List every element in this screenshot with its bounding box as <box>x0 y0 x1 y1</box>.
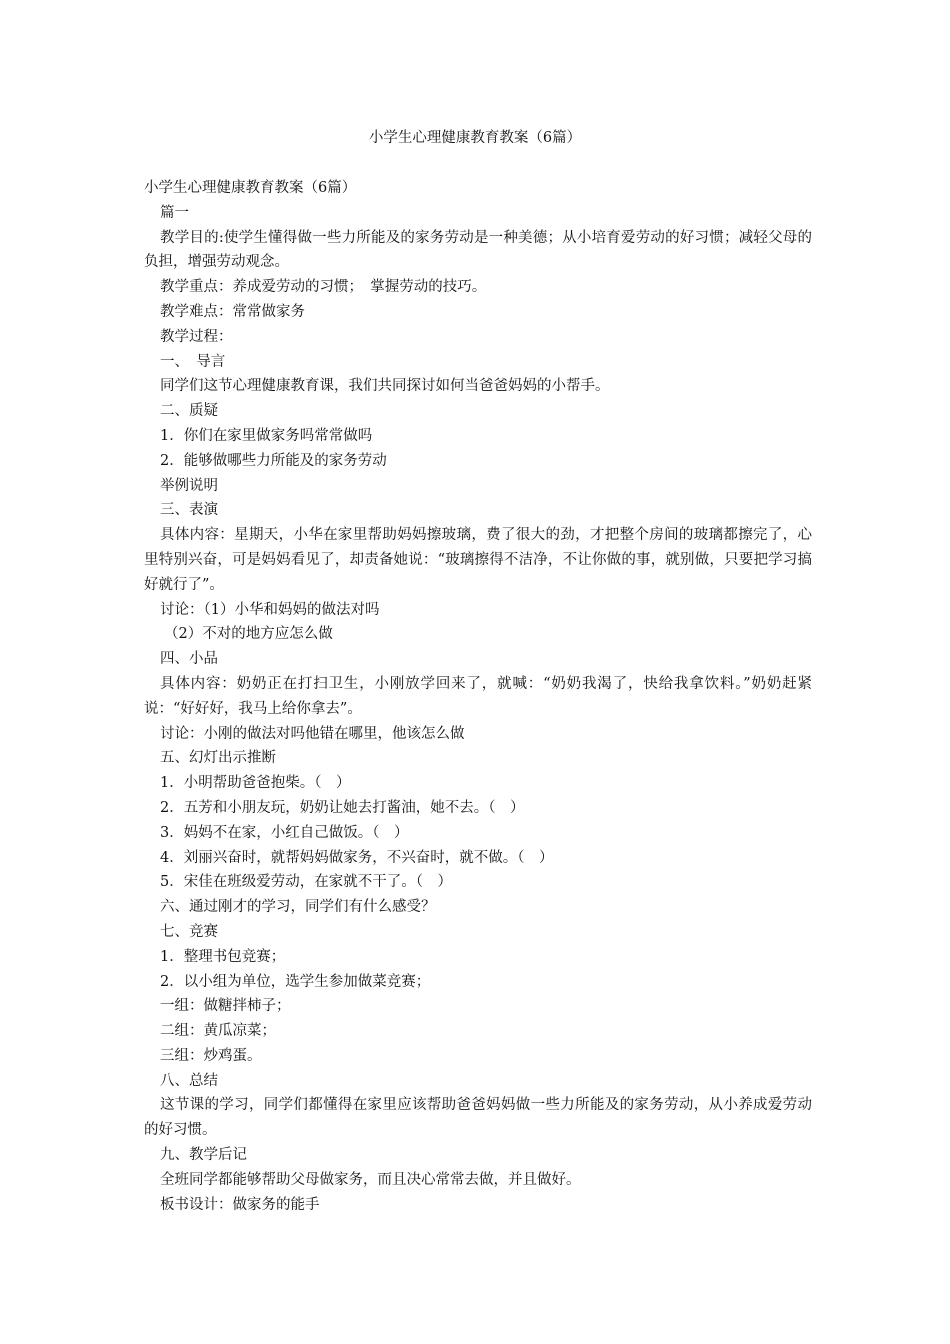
contest-item: 1．整理书包竞赛； <box>160 948 286 965</box>
section-performance-title: 三、表演 <box>160 502 218 519</box>
teaching-difficulty: 教学难点：常常做家务 <box>160 303 305 320</box>
contest-item: 二组：黄瓜凉菜； <box>160 1023 276 1040</box>
section-contest-title: 七、竞赛 <box>160 923 218 940</box>
performance-discussion: 讨论：（1）小华和妈妈的做法对吗 <box>160 601 380 618</box>
section-label: 篇一 <box>160 204 189 221</box>
teaching-key-points: 教学重点：养成爱劳动的习惯； 掌握劳动的技巧。 <box>160 279 487 296</box>
contest-item: 三组：炒鸡蛋。 <box>160 1047 262 1064</box>
sketch-content: 具体内容：奶奶正在打扫卫生，小刚放学回来了，就喊：“奶奶我渴了，快给我拿饮料。”奶奶赶紧说：“好好好，我马上给你拿去”。 <box>144 675 812 717</box>
judgement-item: 5．宋佳在班级爱劳动，在家就不干了。（ ） <box>160 874 452 891</box>
question-note: 举例说明 <box>160 477 218 494</box>
question-item: 2．能够做哪些力所能及的家务劳动 <box>160 452 387 469</box>
judgement-item: 2．五芳和小朋友玩，奶奶让她去打酱油，她不去。（ ） <box>160 799 525 816</box>
judgement-item: 3．妈妈不在家，小红自己做饭。（ ） <box>160 824 409 841</box>
contest-item: 一组：做糖拌柿子； <box>160 998 291 1015</box>
board-design: 板书设计：做家务的能手 <box>160 1196 320 1213</box>
judgement-item: 1．小明帮助爸爸抱柴。（ ） <box>160 775 351 792</box>
section-summary-title: 八、总结 <box>160 1072 218 1089</box>
lesson-heading: 小学生心理健康教育教案（6篇） <box>144 180 357 196</box>
section-intro-text: 同学们这节心理健康教育课，我们共同探讨如何当爸爸妈妈的小帮手。 <box>160 378 610 395</box>
section-postscript-title: 九、教学后记 <box>160 1147 247 1164</box>
document-title: 小学生心理健康教育教案（6篇） <box>368 130 582 146</box>
section-question-title: 二、质疑 <box>160 403 218 420</box>
teaching-objective: 教学目的:使学生懂得做一些力所能及的家务劳动是一种美德；从小培育爱劳动的好习惯；减轻父母的负担，增强劳动观念。 <box>144 229 812 271</box>
section-judgement-title: 五、幻灯出示推断 <box>160 750 276 767</box>
judgement-item: 4．刘丽兴奋时，就帮妈妈做家务，不兴奋时，就不做。（ ） <box>160 849 554 866</box>
section-intro-title: 一、 导言 <box>160 353 226 370</box>
performance-discussion: （2）不对的地方应怎么做 <box>164 626 333 643</box>
summary-text: 这节课的学习，同学们都懂得在家里应该帮助爸爸妈妈做一些力所能及的家务劳动，从小养成爱劳动的好习惯。 <box>144 1097 812 1139</box>
document-body <box>144 176 812 1217</box>
question-item: 1．你们在家里做家务吗常常做吗 <box>160 427 373 444</box>
performance-content: 具体内容：星期天，小华在家里帮助妈妈擦玻璃，费了很大的劲，才把整个房间的玻璃都擦完了，心里特别兴奋，可是妈妈看见了，却责备她说：“玻璃擦得不洁净，不让你做的事，就别做，只要把学习搞好就行了”。 <box>144 527 812 593</box>
contest-item: 2．以小组为单位，选学生参加做菜竞赛； <box>160 973 431 990</box>
section-feeling-title: 六、通过刚才的学习，同学们有什么感受？ <box>160 899 436 916</box>
section-sketch-title: 四、小品 <box>160 651 218 668</box>
postscript-text: 全班同学都能够帮助父母做家务，而且决心常常去做，并且做好。 <box>160 1171 581 1188</box>
sketch-discussion: 讨论：小刚的做法对吗他错在哪里，他该怎么做 <box>160 725 465 742</box>
teaching-process-label: 教学过程： <box>160 328 233 345</box>
